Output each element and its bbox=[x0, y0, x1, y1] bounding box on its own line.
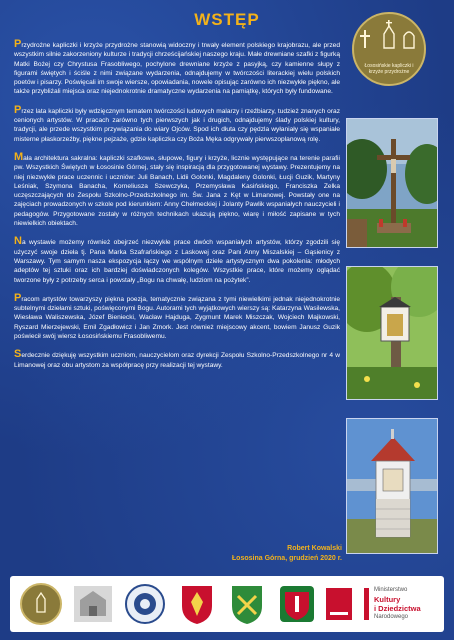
drop-cap: P bbox=[14, 38, 22, 50]
coat-of-arms-green-logo bbox=[226, 582, 268, 626]
ministry-line4: Narodowego bbox=[374, 614, 409, 620]
coat-of-arms-red-logo bbox=[176, 582, 218, 626]
exhibition-emblem bbox=[352, 12, 426, 86]
paragraph-text: rzez lata kapliczki były wdzięcznym tematem twórczości ludowych malarzy i rzeźbiarzy, tudzież znanych oraz cenionych artystów. W pracach zarówno tych pierwszych jak i drugich, odnajdujemy ślady polskiej kultury, tradycji, ale przede wszystkim przywiązania do wiary Ojców. Spod ich dłuta czy pędzla wyłaniały się wspaniałe misterne płaskorzeźby, piękne pejzaże, gdzie kapliczka czy Boża Męka odgrywały pierwszoplanową rolę. bbox=[14, 107, 340, 143]
sponsor-logos-bar bbox=[10, 576, 444, 632]
paragraph-text: racom artystów towarzyszy piękna poezja, tematycznie związana z tymi niewielkimi jednak niejednokrotnie subtelnymi dziełami sztuki, poświęconymi Bogu. Autorami tych wyjątkowych wierszy są: Katarzyna Wasilewska, Wiesława Waliszewska, Józef Bieniecki, Wacław Hajduga, Zygmunt Marek Miszczak, Wojciech Majkowski, Ryszard Mierzejewski, Emil Zgadłowicz i Jan Zmork. Jest również miejscowy akcent, bowiem Janusz Guzik poświecił swój wiersz Łososińskiemu Frasobliwemu. bbox=[14, 295, 340, 341]
ministry-logo-bar bbox=[364, 588, 369, 620]
paragraph bbox=[14, 150, 340, 228]
paragraph-text: ała architektura sakralna: kapliczki szafkowe, słupowe, figury i krzyże, licznie występujące na terenie parafii pw. Wszystkich Świętych w Łososinie Górnej, stały się inspiracją dla przygotowanej wystawy. Prezentujemy na niej niezwykłe prace uczennic i uczniów: Juli Banach, Lidii Golonki, Magdaleny Golonki, Łucji Guzik, Martyny Leśniak, Szymona Banacha, Korneliusza Szewczyka, Przemysława Kasińskiego, Franciszka Zelka uczęszczających do Zespołu Szkolno-Przedszkolnego im. Św. Jana z Kęt w Limanowej. Powstały one na zajęciach prowadzonych w szkole pod kierunkiem: Anny Chełmeckiej i Jolanty Pawlik wspaniałych nauczycieli i pedagogów. Przygotowane zostały w różnych technikach ukazują piękno, wiarę i miłość zapisane w tych niewielkich obiektach. bbox=[14, 154, 340, 228]
paragraph bbox=[14, 237, 340, 284]
paragraph bbox=[14, 291, 340, 341]
paragraph bbox=[14, 350, 340, 370]
county-crest-logo bbox=[276, 582, 318, 626]
seal-logo bbox=[124, 582, 166, 626]
author-name: Robert Kowalski bbox=[287, 545, 342, 552]
ministry-line2: Kultury bbox=[374, 595, 401, 604]
drop-cap: P bbox=[14, 103, 22, 116]
drop-cap: S bbox=[14, 348, 22, 361]
paragraph-text: a wystawie możemy również obejrzeć niezwykłe prace dwóch wspaniałych artystów, którzy zgodzili się użyczyć swoje dzieła tj. Pana Marka Szafrańskiego z Laskowej oraz Pani Anny Miszalskiej – Gąsienicy z Warszawy. Tym samym nasza ekspozycja łączy we wspólnym dziele artystycznym dwa pokolenia: młodych adeptów tej sztuki oraz ich bardziej doświadczonych kolegów. Wszystkie prace, które możemy oglądać tworzone były z potrzeby serca i powstały „Bogu na chwałę, ludziom na pożytek”. bbox=[14, 239, 340, 284]
tree-shrine-photo bbox=[346, 266, 438, 400]
signature bbox=[232, 544, 342, 564]
paragraph bbox=[14, 40, 340, 97]
ministry-line1: Ministerstwo bbox=[374, 587, 408, 593]
emblem-caption: Łososińskie kapliczki i krzyże przydrożne bbox=[364, 63, 414, 75]
ministry-logo bbox=[374, 586, 440, 622]
regional-logo bbox=[324, 582, 354, 626]
intro-text bbox=[14, 40, 340, 379]
paragraph bbox=[14, 103, 340, 144]
ministry-line3: i Dziedzictwa bbox=[374, 604, 421, 613]
paragraph-text: rzydrożne kapliczki i krzyże przydrożne stanowią widoczny i trwały element polskiego krajobrazu, ale przed wszystkim silnie zakorzeniony kulturze i tradycji chrześcijańskiej naszego kraju. Małe drewniane szafki z figurką Matki Bożej czy Chrystusa Frasobliwego, pochylone drewniane krzyże z pasyjką, czy kamienne słupy z figurami świętych i ściśle z nimi związane wydarzenia, odnajdujemy w twórczości literackiej wielu polskich poetów i pisarzy. Poświęcali im swoje wiersze, opowiadania, nowele opisując zarówno ich niezwykłe piękno, ale także przybliżali miejsca oraz niejednokrotnie dramatyczne wydarzenia na pamiątkę, których były fundowane. bbox=[14, 42, 340, 96]
school-logo bbox=[72, 582, 114, 626]
pillar-shrine-photo bbox=[346, 418, 438, 554]
drop-cap: P bbox=[14, 291, 22, 304]
drop-cap: N bbox=[14, 235, 22, 248]
paragraph-text: erdecznie dziękuję wszystkim uczniom, nauczycielom oraz dyrekcji Zespołu Szkolno-Przedszkolnego nr 4 w Limanowej oraz obu artystom za współpracę przy realizacji tej wystawy. bbox=[14, 352, 340, 369]
drop-cap: M bbox=[14, 150, 24, 163]
place-date: Łososina Górna, grudzień 2020 r. bbox=[231, 555, 342, 562]
page-title: WSTĘP bbox=[194, 10, 260, 29]
roadside-cross-photo bbox=[346, 118, 438, 248]
exhibition-emblem-logo bbox=[20, 582, 62, 626]
